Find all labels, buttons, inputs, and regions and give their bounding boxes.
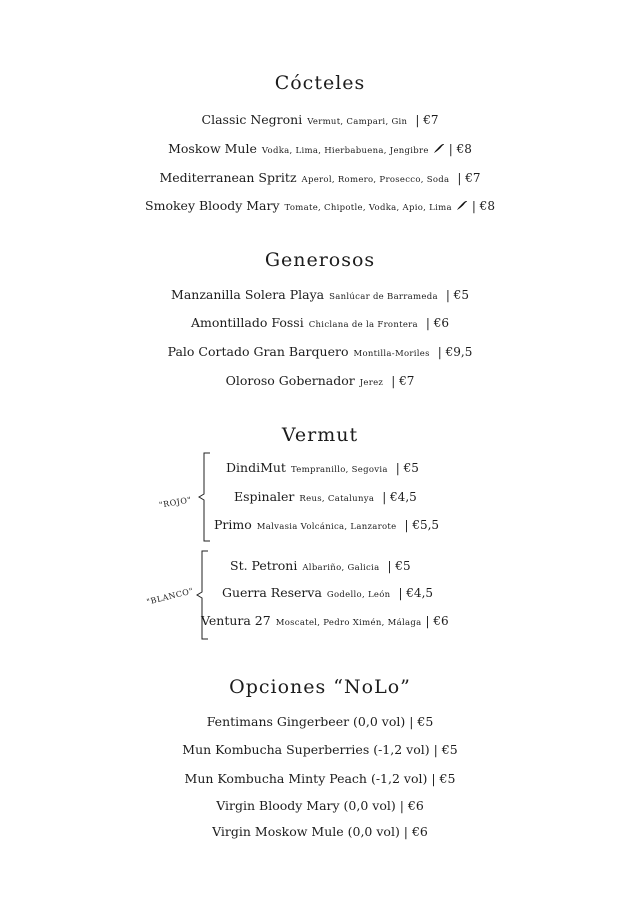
menu-item <box>0 287 640 303</box>
item-description: Aperol, Romero, Prosecco, Soda <box>301 175 450 185</box>
chili-pepper-icon <box>433 142 445 158</box>
item-price: | €5,5 <box>404 518 440 532</box>
section-title-cocteles: Cócteles <box>274 72 366 94</box>
section-title-vermut: Vermut <box>281 424 359 446</box>
blanco-label: "BLANCO" <box>145 586 195 607</box>
item-description: Sanlúcar de Barrameda <box>329 292 438 302</box>
menu-item <box>0 373 640 389</box>
nolo-item: Virgin Moskow Mule (0,0 vol) | €6 <box>212 824 428 839</box>
item-name: Oloroso Gobernador <box>225 373 355 388</box>
section-title-generosos: Generosos <box>264 249 376 271</box>
nolo-item: Fentimans Gingerbeer (0,0 vol) | €5 <box>206 714 434 729</box>
item-description: Malvasia Volcánica, Lanzarote <box>256 522 397 532</box>
item-price: | €7 <box>457 171 481 185</box>
nolo-item: Mun Kombucha Minty Peach (-1,2 vol) | €5 <box>184 771 456 786</box>
item-price: | €9,5 <box>437 345 473 359</box>
rojo-bracket <box>196 452 214 542</box>
item-description: Tempranillo, Segovia <box>290 465 388 475</box>
menu-item <box>0 112 640 128</box>
menu-item <box>230 558 411 574</box>
item-name: Espinaler <box>234 489 295 504</box>
section-title-nolo: Opciones “NoLo” <box>229 676 411 698</box>
item-description: Reus, Catalunya <box>299 494 375 504</box>
item-price: | €6 <box>425 614 449 628</box>
menu-item <box>0 315 640 331</box>
item-description: Chiclana de la Frontera <box>308 320 418 330</box>
item-price: | €7 <box>391 374 415 388</box>
item-price: | €4,5 <box>398 586 434 600</box>
item-price: | €5 <box>387 559 411 573</box>
item-name: Moskow Mule <box>168 141 257 156</box>
item-price: | €8 <box>448 142 472 156</box>
menu-item <box>234 489 417 505</box>
menu-item <box>0 170 640 186</box>
item-name: DindiMut <box>226 460 286 475</box>
nolo-item: Virgin Bloody Mary (0,0 vol) | €6 <box>216 798 424 813</box>
item-name: Primo <box>214 517 252 532</box>
chili-pepper-icon <box>456 199 468 215</box>
item-description: Albariño, Galicia <box>302 563 380 573</box>
item-description: Tomate, Chipotle, Vodka, Apio, Lima <box>284 203 452 213</box>
menu-item <box>201 613 449 629</box>
item-description: Montilla-Moriles <box>353 349 430 359</box>
item-price: | €8 <box>471 199 495 213</box>
item-name: Classic Negroni <box>201 112 303 127</box>
item-name: St. Petroni <box>230 558 298 573</box>
menu-item <box>214 517 439 533</box>
menu-item <box>0 344 640 360</box>
menu-item <box>222 585 433 601</box>
menu-item <box>0 198 640 214</box>
item-price: | €6 <box>425 316 450 330</box>
item-name: Ventura 27 <box>201 613 271 628</box>
item-description: Godello, León <box>326 590 391 600</box>
item-name: Smokey Bloody Mary <box>145 198 280 213</box>
nolo-item: Mun Kombucha Superberries (-1,2 vol) | €5 <box>182 742 458 757</box>
item-price: | €4,5 <box>382 490 417 504</box>
item-price: | €7 <box>415 113 439 127</box>
menu-item <box>226 460 419 476</box>
item-price: | €5 <box>445 288 469 302</box>
item-description: Vermut, Campari, Gin <box>307 117 408 127</box>
item-name: Palo Cortado Gran Barquero <box>167 344 349 359</box>
item-name: Mediterranean Spritz <box>159 170 297 185</box>
item-description: Jerez <box>359 378 384 388</box>
item-name: Guerra Reserva <box>222 585 322 600</box>
rojo-label: "ROJO" <box>158 495 193 510</box>
item-name: Amontillado Fossi <box>190 315 304 330</box>
item-price: | €5 <box>395 461 419 475</box>
menu-item <box>0 141 640 157</box>
item-name: Manzanilla Solera Playa <box>171 287 325 302</box>
item-description: Moscatel, Pedro Ximén, Málaga <box>275 618 422 628</box>
item-description: Vodka, Lima, Hierbabuena, Jengibre <box>261 146 429 156</box>
